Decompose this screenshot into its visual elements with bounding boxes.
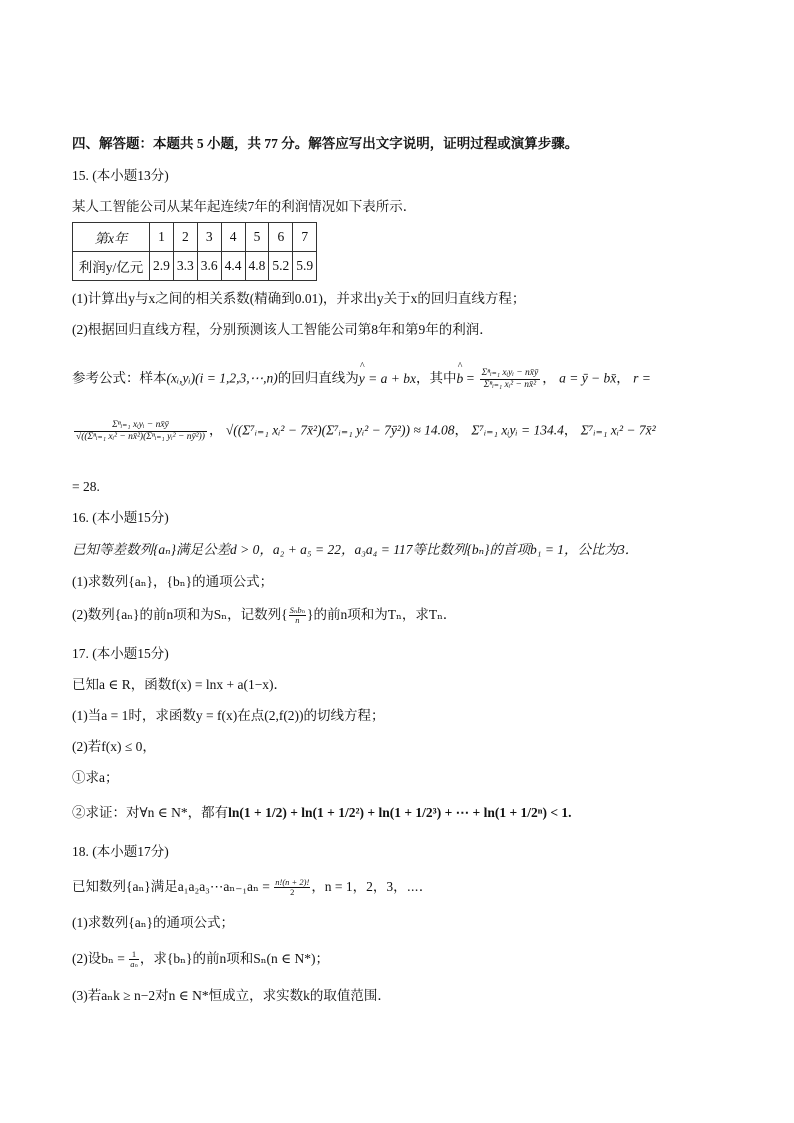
q17-sub2-a: ②求证：对∀n ∈ N*，都有 [72,805,229,820]
table-cell: 3 [197,223,221,252]
ref-regression-eq: ^ y = a + bx [359,370,416,388]
q15-part1: (1)计算出y与x之间的相关系数(精确到0.01)，并求出y关于x的回归直线方程； [72,291,526,306]
q18-part2-fraction [129,950,139,969]
q18-stem [72,878,432,897]
q18-title: 18. (本小题17分) [72,844,169,859]
profit-table [72,222,317,281]
q18-stem-num: n!(n + 2)! [275,877,310,888]
table-cell: 5.2 [269,252,293,281]
ref-b-den: Σⁿᵢ₌₁ xᵢ² − nx̄² [483,380,537,390]
ref-a-eq: a = ȳ − bx̄ [559,370,617,386]
q16-part2-b: }的前n项和为Tₙ，求Tₙ． [307,607,457,622]
q18-part2-num: 1 [129,950,139,960]
q18-part2-b: ，求{bₙ}的前n项和Sₙ(n ∈ N*)； [139,951,330,966]
q18-part1: (1)求数列{aₙ}的通项公式； [72,915,235,930]
table-cell: 7 [293,223,317,252]
ref-sample: (xᵢ,yᵢ)(i = 1,2,3,⋯,n) [166,370,278,386]
table-cell: 5.9 [293,252,317,281]
q15-part2: (2)根据回归直线方程，分别预测该人工智能公司第8年和第9年的利润． [72,322,493,337]
q18-stem-fraction [274,878,310,897]
ref-prefix: 参考公式：样本 [72,370,167,386]
q16-stem: 已知等差数列{aₙ}满足公差d > 0，a₂ + a₅ = 22，a₃a₄ = 117等比数列{bₙ}的首项b₁ = 1，公比为3． [72,542,639,557]
q16-part1: (1)求数列{aₙ}，{bₙ}的通项公式； [72,574,274,589]
table-cell: 3.3 [173,252,197,281]
q17-sub1: ①求a； [72,770,119,785]
q18-stem-b: ，n = 1，2，3，⋯． [311,879,433,894]
ref-b-fraction [480,368,541,391]
q16-title: 16. (本小题15分) [72,510,169,525]
q15-reference-tail: = 28. [72,479,100,494]
table-row [73,252,317,281]
q17-stem: 已知a ∈ R，函数f(x) = lnx + a(1−x)． [72,677,288,692]
q16-part2 [72,606,456,625]
q18-stem-a: 已知数列{aₙ}满足a₁a₂a₃⋯aₙ₋₁aₙ = [72,879,270,894]
q15-reference-line2: $\frac{\text{Σⁿᵢ₌₁ xᵢyᵢ − nx̄ȳ}}{\text{√((Σⁿᵢ₌₁ xᵢ² − nx̄²)(Σⁿᵢ₌₁ yᵢ² − nȳ²))}}$ ， √((Σ⁷ᵢ₌₁ xᵢ² − 7x̄²)(Σ⁷ᵢ₌₁ yᵢ² − 7ȳ²)) ≈ 14.08， Σ⁷ᵢ₌₁ xᵢyᵢ = 134.4， Σ⁷ᵢ₌₁ xᵢ² − 7x̄² [76,420,656,442]
table-cell: 4.8 [245,252,269,281]
table-cell: 4 [221,223,245,252]
ref-where: ，其中 [415,370,457,386]
q18-part2 [72,950,329,969]
q17-sub2 [72,804,572,822]
table-cell: 2 [173,223,197,252]
q18-part3: (3)若aₙk ≥ n−2对n ∈ N*恒成立，求实数k的取值范围． [72,988,391,1003]
table-cell: 1 [150,223,174,252]
table-row [73,223,317,252]
q18-part2-a: (2)设bₙ = [72,951,125,966]
ref-b-num: Σⁿᵢ₌₁ xᵢyᵢ − nx̄ȳ [481,368,539,378]
table-cell: 3.6 [197,252,221,281]
q16-part2-a: (2)数列{aₙ}的前n项和为Sₙ，记数列{ [72,607,288,622]
ref-sum-xy: Σ⁷ᵢ₌₁ xᵢyᵢ = 134.4 [471,422,564,438]
ref-r-den: √((Σⁿᵢ₌₁ xᵢ² − nx̄²)(Σⁿᵢ₌₁ yᵢ² − nȳ²)) [76,432,205,442]
q17-title: 17. (本小题15分) [72,646,169,661]
q17-part2: (2)若f(x) ≤ 0， [72,739,156,754]
ref-r-prefix: r = [633,370,651,386]
table-cell: 4.4 [221,252,245,281]
section-header: 四、解答题：本题共 5 小题，共 77 分。解答应写出文字说明，证明过程或演算步骤。 [72,136,579,151]
ref-mid: 的回归直线为 [277,370,359,386]
q15-title: 15. (本小题13分) [72,168,169,183]
q18-part2-den: aₙ [130,959,138,970]
table-cell: 2.9 [150,252,174,281]
q17-part1: (1)当a = 1时，求函数y = f(x)在点(2,f(2))的切线方程； [72,708,385,723]
table-cell: 5 [245,223,269,252]
ref-r-num: Σⁿᵢ₌₁ xᵢyᵢ − nx̄ȳ [74,420,207,432]
q16-frac-num: Sₙbₙ [289,605,306,616]
ref-sqrt-value: √((Σ⁷ᵢ₌₁ xᵢ² − 7x̄²)(Σ⁷ᵢ₌₁ yᵢ² − 7ȳ²)) ≈ 14.08 [225,422,455,438]
table-header-profit: 利润y/亿元 [73,252,150,281]
table-cell: 6 [269,223,293,252]
ref-r-fraction [74,420,207,443]
q15-reference-line1: 参考公式：样本(xᵢ,yᵢ)(i = 1,2,3,⋯,n)的回归直线为^ y = a + bx，其中^ b = $\frac{\text{Σⁿᵢ₌₁ xᵢyᵢ − nx̄ȳ}}{\text{Σⁿᵢ₌₁ xᵢ² − nx̄²}}$ ， a = ȳ − bx̄， r = [72,368,651,391]
q16-frac-den: n [295,615,300,626]
q16-fraction [289,606,306,625]
q17-sub2-expr: ln(1 + 1/2) + ln(1 + 1/2²) + ln(1 + 1/2³) + ⋯ + ln(1 + 1/2ⁿ) < 1. [228,805,572,820]
q15-intro: 某人工智能公司从某年起连续7年的利润情况如下表所示． [72,199,417,214]
table-header-year: 第x年 [73,223,150,252]
ref-sum-x2: Σ⁷ᵢ₌₁ xᵢ² − 7x̄² [580,422,656,438]
q18-stem-den: 2 [290,887,295,898]
